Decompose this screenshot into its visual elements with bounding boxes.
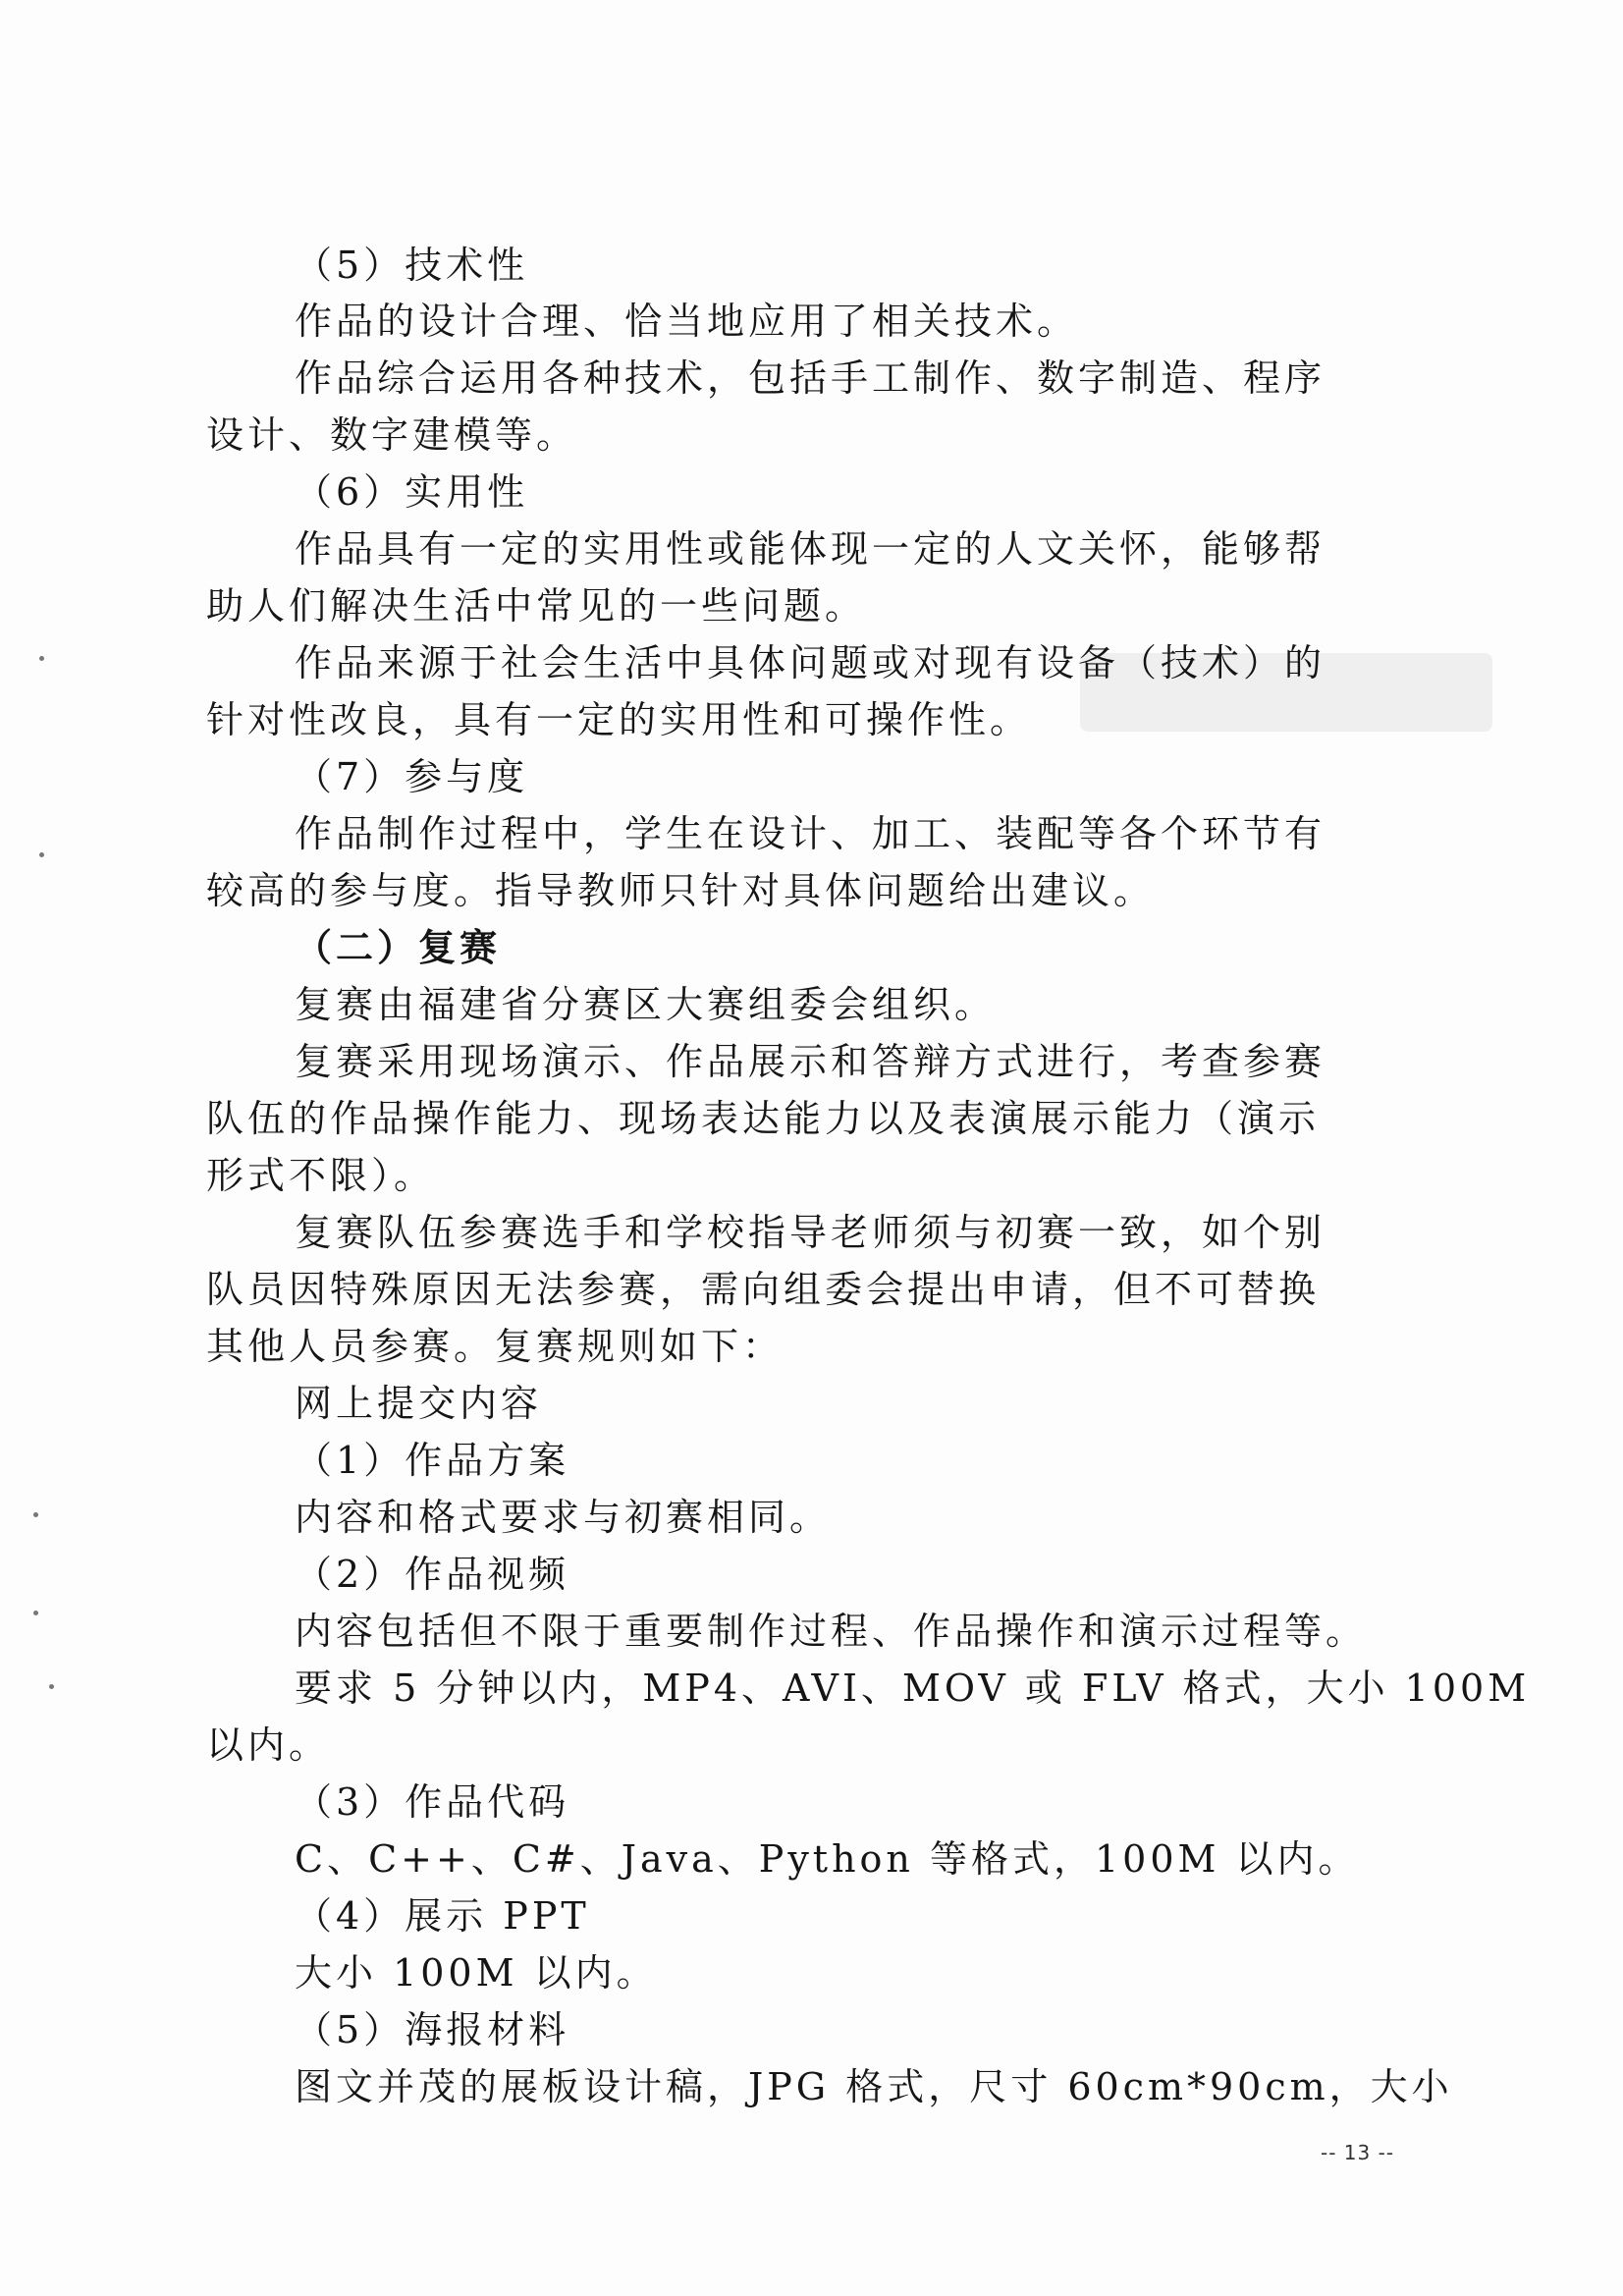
paragraph-line: 助人们解决生活中常见的一些问题。 <box>206 584 867 628</box>
paragraph-line: 其他人员参赛。复赛规则如下： <box>206 1325 784 1368</box>
subheading-online-submission: 网上提交内容 <box>295 1382 543 1425</box>
scan-speck <box>33 1512 38 1517</box>
scan-speck <box>49 1684 54 1689</box>
scan-speck <box>39 656 44 661</box>
section-heading-rematch: （二）复赛 <box>295 925 502 969</box>
paragraph-line: 复赛由福建省分赛区大赛组委会组织。 <box>295 983 997 1026</box>
paragraph-line: 复赛采用现场演示、作品展示和答辩方式进行，考查参赛 <box>295 1040 1326 1083</box>
paragraph-line: 要求 5 分钟以内，MP4、AVI、MOV 或 FLV 格式，大小 100M <box>295 1667 1531 1710</box>
paragraph-line: 大小 100M 以内。 <box>295 1951 658 1995</box>
paragraph-line: 形式不限）。 <box>206 1154 436 1197</box>
paragraph-line: C、C++、C#、Java、Python 等格式，100M 以内。 <box>295 1837 1360 1881</box>
section-heading-practicality: （6）实用性 <box>295 470 529 514</box>
paragraph-line: 队员因特殊原因无法参赛，需向组委会提出申请，但不可替换 <box>206 1268 1321 1311</box>
paragraph-line: 复赛队伍参赛选手和学校指导老师须与初赛一致，如个别 <box>295 1211 1326 1254</box>
paragraph-line: 图文并茂的展板设计稿，JPG 格式，尺寸 60cm*90cm，大小 <box>295 2065 1453 2108</box>
page-number: -- 13 -- <box>1321 2141 1395 2164</box>
paragraph-line: 针对性改良，具有一定的实用性和可操作性。 <box>206 698 1032 741</box>
item-heading-plan: （1）作品方案 <box>295 1439 570 1482</box>
paragraph-line: 设计、数字建模等。 <box>206 413 578 457</box>
paragraph-line: 作品具有一定的实用性或能体现一定的人文关怀，能够帮 <box>295 527 1326 571</box>
paragraph-line: 作品来源于社会生活中具体问题或对现有设备（技术）的 <box>295 641 1326 684</box>
section-heading-technicality: （5）技术性 <box>295 244 529 287</box>
paragraph-line: 队伍的作品操作能力、现场表达能力以及表演展示能力（演示 <box>206 1097 1321 1140</box>
item-heading-code: （3）作品代码 <box>295 1780 570 1824</box>
section-heading-participation: （7）参与度 <box>295 755 529 798</box>
paragraph-line: 内容包括但不限于重要制作过程、作品操作和演示过程等。 <box>295 1610 1368 1653</box>
paragraph-line: 内容和格式要求与初赛相同。 <box>295 1496 832 1539</box>
scan-speck <box>39 852 44 857</box>
scan-speck <box>33 1611 38 1615</box>
paragraph-line: 作品综合运用各种技术，包括手工制作、数字制造、程序 <box>295 356 1326 400</box>
item-heading-ppt: （4）展示 PPT <box>295 1894 590 1938</box>
paragraph-line: 较高的参与度。指导教师只针对具体问题给出建议。 <box>206 869 1156 912</box>
item-heading-video: （2）作品视频 <box>295 1553 570 1596</box>
paragraph-line: 作品的设计合理、恰当地应用了相关技术。 <box>295 300 1079 343</box>
item-heading-poster: （5）海报材料 <box>295 2008 570 2051</box>
paragraph-line: 以内。 <box>206 1723 331 1767</box>
paragraph-line: 作品制作过程中，学生在设计、加工、装配等各个环节有 <box>295 812 1326 855</box>
